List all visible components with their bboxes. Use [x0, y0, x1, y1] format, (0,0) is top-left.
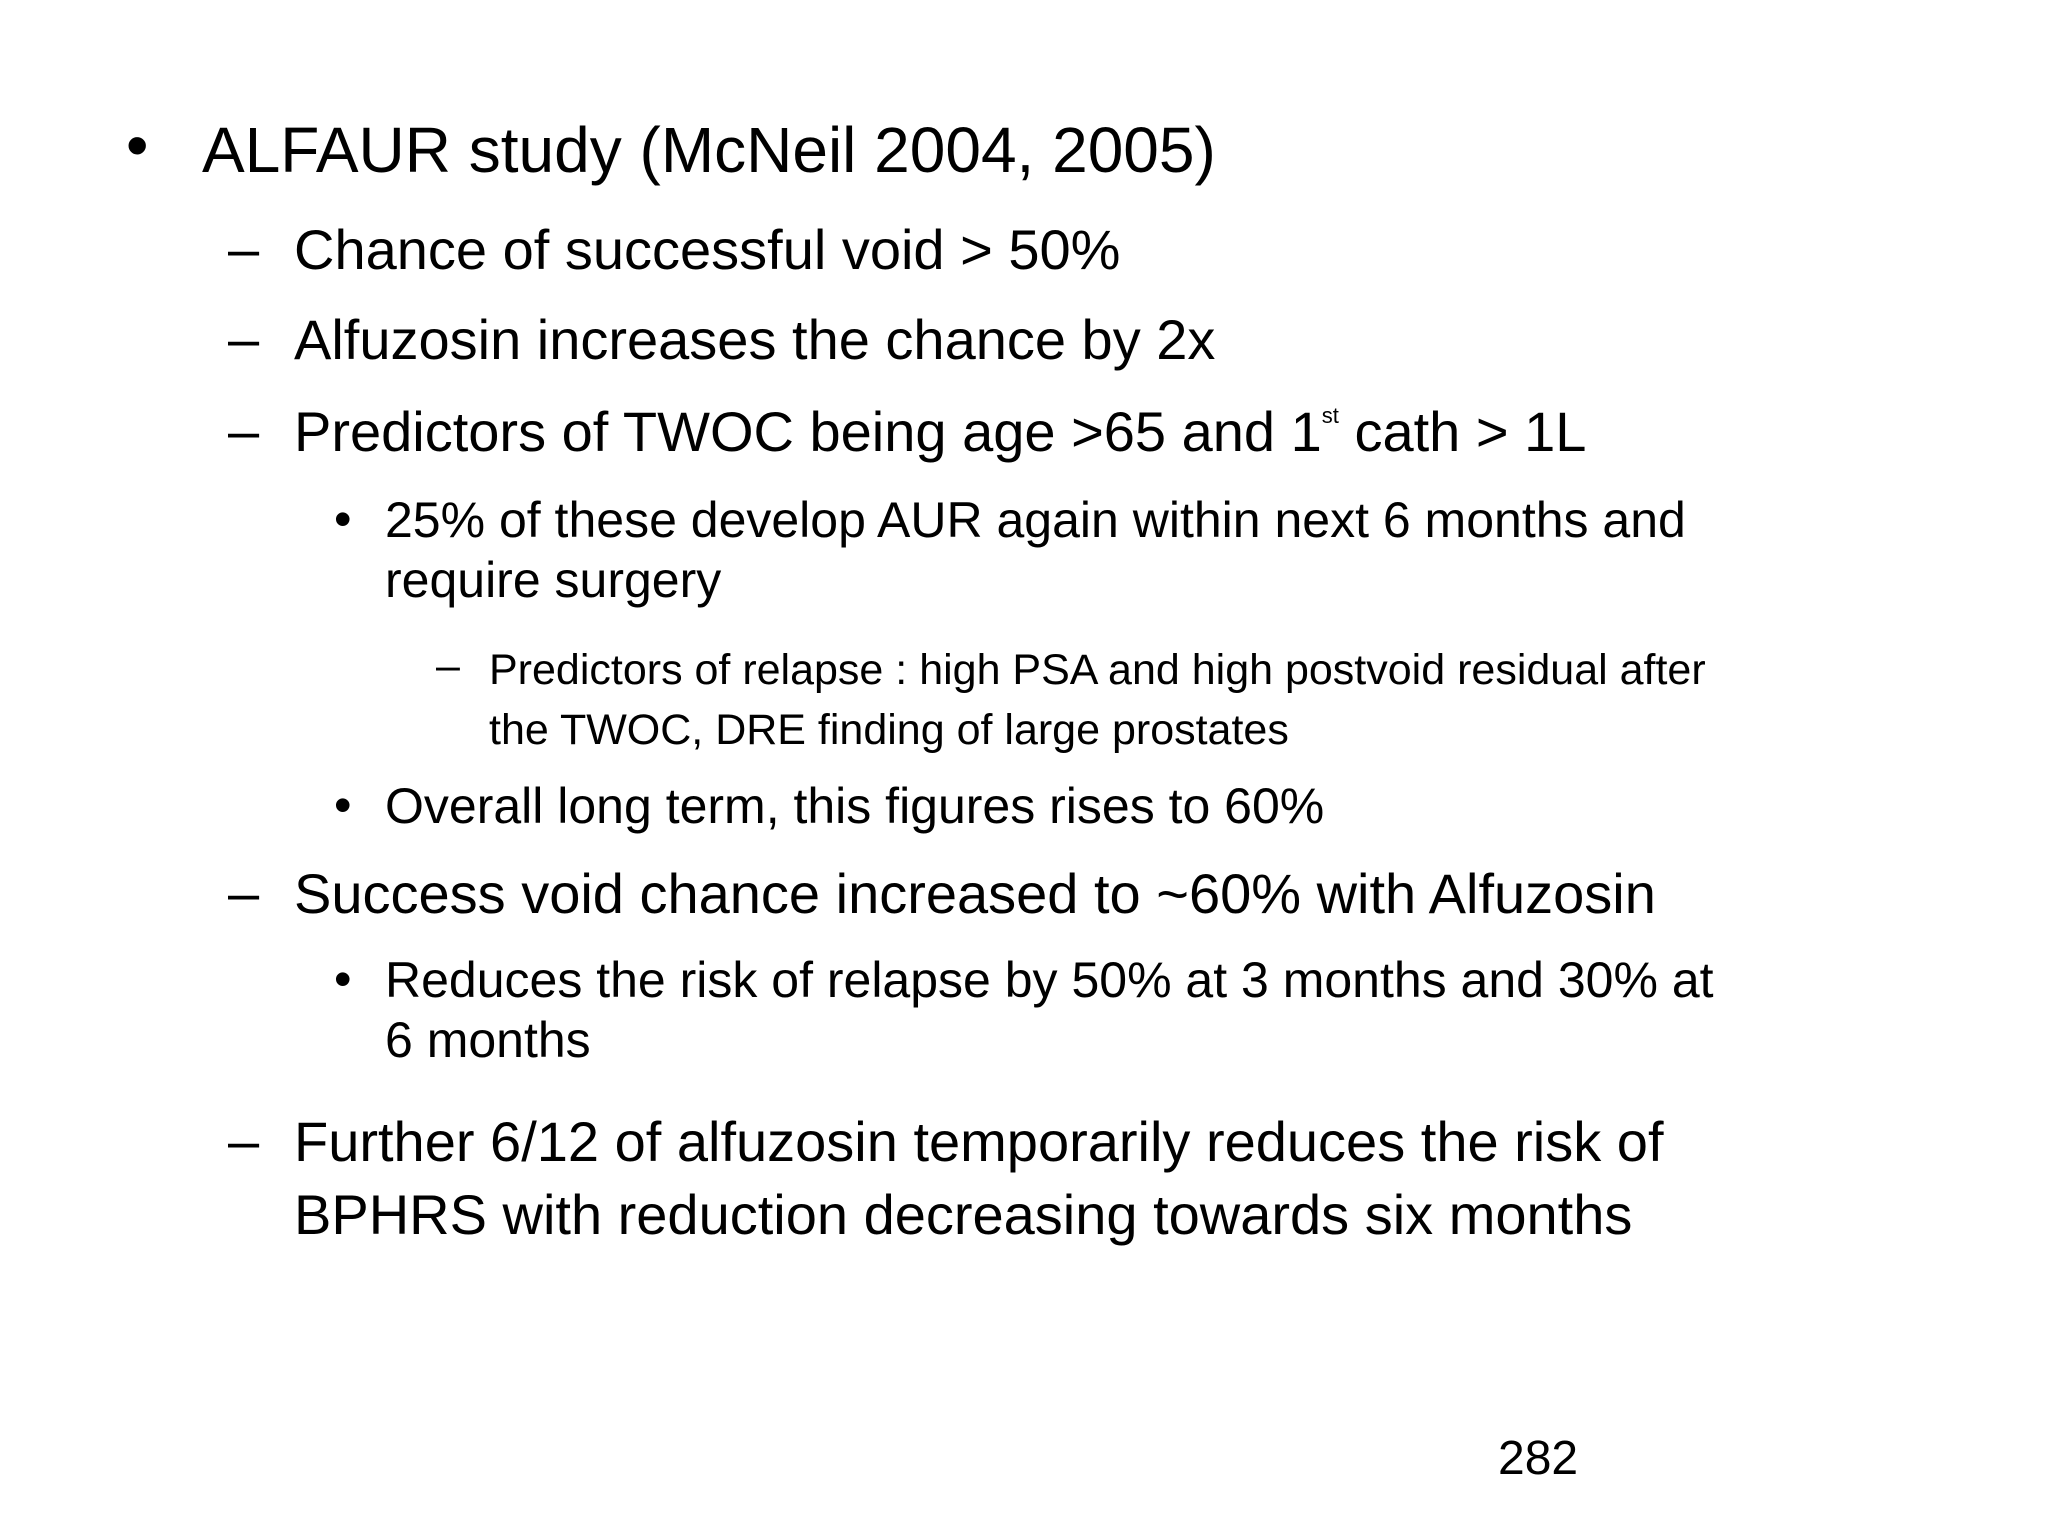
list-item-chance: Chance of successful void > 50% — [294, 218, 1121, 281]
list-item-predictors — [294, 398, 1586, 465]
bullet-marker: • — [126, 109, 149, 181]
line: Reduces the risk of relapse by 50% at 3 months and 30% at — [385, 952, 1714, 1008]
line: Predictors of relapse : high PSA and high postvoid residual after — [489, 646, 1706, 694]
superscript-st: st — [1321, 403, 1339, 428]
dash-marker: – — [228, 861, 260, 924]
dash-marker: – — [228, 307, 260, 370]
dash-marker: – — [228, 1109, 260, 1172]
bullet-marker: • — [334, 491, 352, 547]
list-item-alfuzosin: Alfuzosin increases the chance by 2x — [294, 308, 1216, 371]
page-number: 282 — [1498, 1432, 1579, 1485]
list-item-25-percent — [385, 490, 1686, 610]
list-item-relapse-predictors — [489, 640, 1706, 760]
line: require surgery — [385, 552, 722, 608]
bullet-marker: • — [334, 777, 352, 833]
predictors-text-end: cath > 1L — [1338, 400, 1587, 463]
line: 25% of these develop AUR again within next 6 months and — [385, 492, 1686, 548]
bullet-marker: • — [334, 951, 352, 1007]
line: the TWOC, DRE finding of large prostates — [489, 706, 1289, 755]
list-item-success-void: Success void chance increased to ~60% with Alfuzosin — [294, 862, 1656, 925]
dash-marker: – — [436, 642, 460, 690]
list-item-overall-long-term: Overall long term, this figures rises to 60% — [385, 778, 1325, 834]
heading-bullet-text: ALFAUR study (McNeil 2004, 2005) — [202, 114, 1216, 186]
dash-marker: – — [228, 399, 260, 462]
predictors-text: Predictors of TWOC being age >65 and 1 — [294, 400, 1322, 463]
list-item-reduces-risk — [385, 950, 1714, 1070]
line: Further 6/12 of alfuzosin temporarily reduces the risk of — [294, 1110, 1664, 1173]
line: BPHRS with reduction decreasing towards six months — [294, 1182, 1633, 1246]
list-item-further — [294, 1106, 1664, 1252]
dash-marker: – — [228, 217, 260, 280]
line: 6 months — [385, 1012, 591, 1068]
